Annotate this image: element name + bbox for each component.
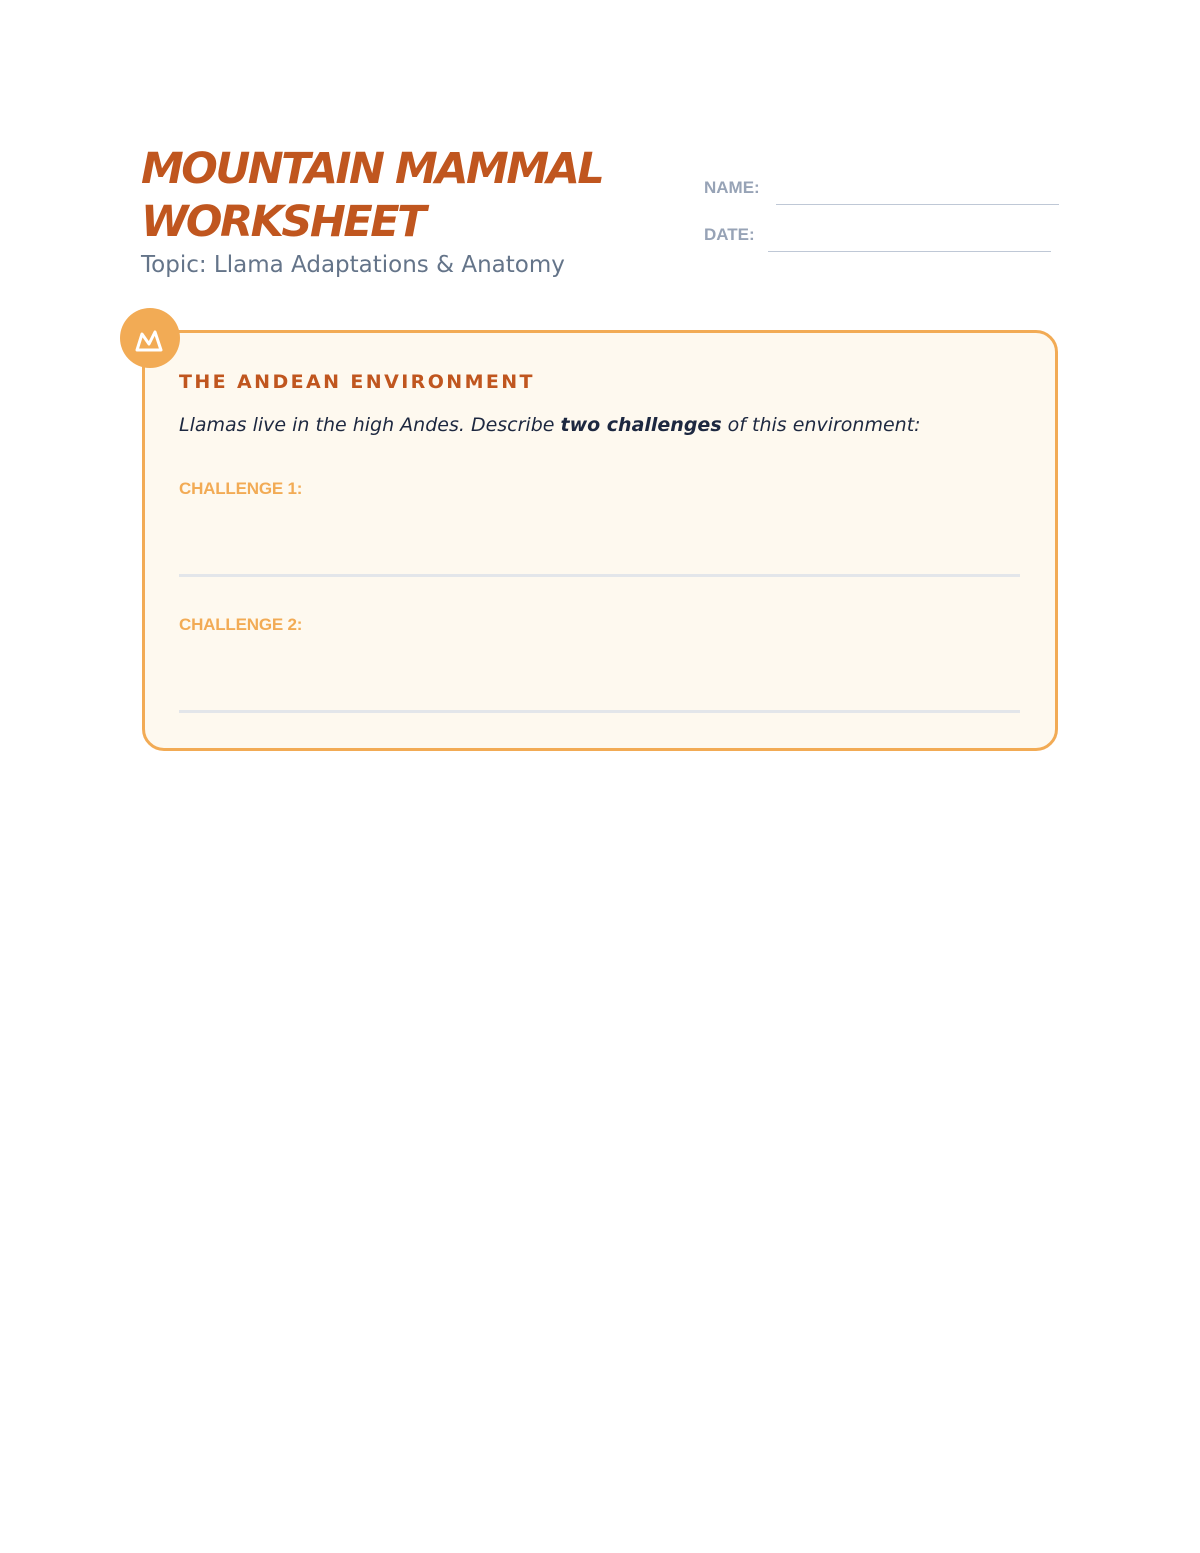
challenge-2-answer-line[interactable] — [179, 710, 1020, 713]
name-label: NAME: — [704, 178, 760, 197]
prompt-emphasis: two challenges — [560, 414, 722, 436]
challenge-1-answer-line[interactable] — [179, 574, 1020, 577]
environment-card — [142, 330, 1058, 751]
section-prompt — [179, 411, 921, 439]
name-field[interactable] — [776, 204, 1059, 205]
challenge-2-label: CHALLENGE 2: — [179, 615, 303, 634]
section-badge — [120, 308, 180, 368]
date-field[interactable] — [768, 251, 1051, 252]
worksheet-title: MOUNTAIN MAMMAL WORKSHEET — [141, 144, 603, 247]
worksheet-topic: Topic: Llama Adaptations & Anatomy — [141, 252, 565, 278]
date-label: DATE: — [704, 225, 755, 244]
prompt-text: Llamas live in the high Andes. Describe — [179, 414, 561, 436]
prompt-text-end: of this environment: — [721, 414, 921, 436]
mountain-icon — [120, 308, 180, 368]
challenge-1-label: CHALLENGE 1: — [179, 479, 303, 498]
section-title: THE ANDEAN ENVIRONMENT — [179, 371, 535, 393]
